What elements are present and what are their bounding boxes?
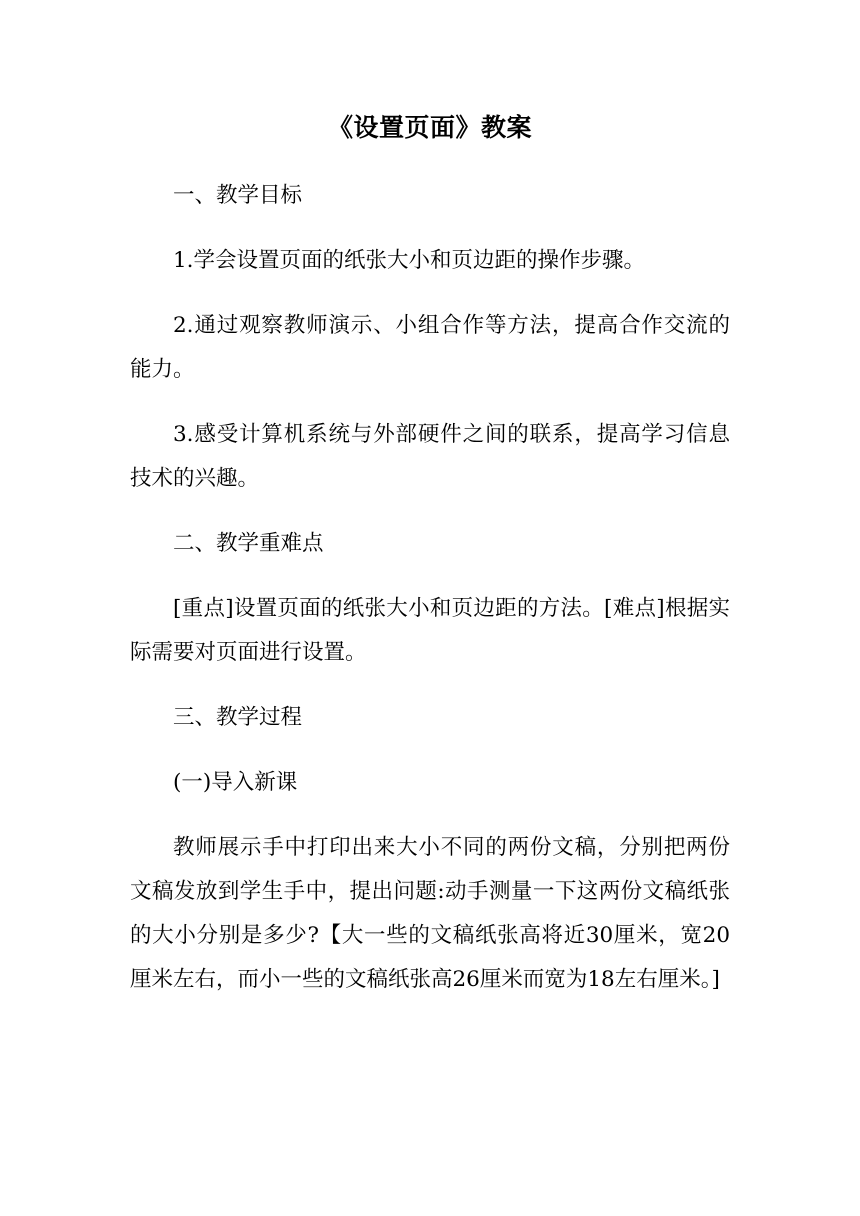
objective-item-2: 2.通过观察教师演示、小组合作等方法，提高合作交流的能力。 [130, 313, 730, 382]
document-title: 《设置页面》教案 [327, 113, 532, 142]
section-heading-objectives: 一、教学目标 [173, 183, 303, 208]
document-body [130, 174, 730, 1023]
key-points-paragraph: [重点]设置页面的纸张大小和页边距的方法。[难点]根据实际需要对页面进行设置。 [130, 596, 730, 665]
intro-paragraph: 教师展示手中打印出来大小不同的两份文稿，分别把两份文稿发放到学生手中，提出问题:动手测量一下这两份文稿纸张的大小分别是多少?【大一些的文稿纸张高将近30厘米，宽20厘米左右，而小一些的文稿纸张高26厘米而宽为18左右厘米。] [130, 835, 730, 992]
objective-item-1: 1.学会设置页面的纸张大小和页边距的操作步骤。 [173, 248, 646, 273]
subsection-heading-intro: (一)导入新课 [173, 770, 298, 795]
section-heading-process: 三、教学过程 [173, 705, 303, 730]
section-heading-key-points: 二、教学重难点 [173, 531, 324, 556]
objective-item-3: 3.感受计算机系统与外部硬件之间的联系，提高学习信息技术的兴趣。 [130, 422, 730, 491]
